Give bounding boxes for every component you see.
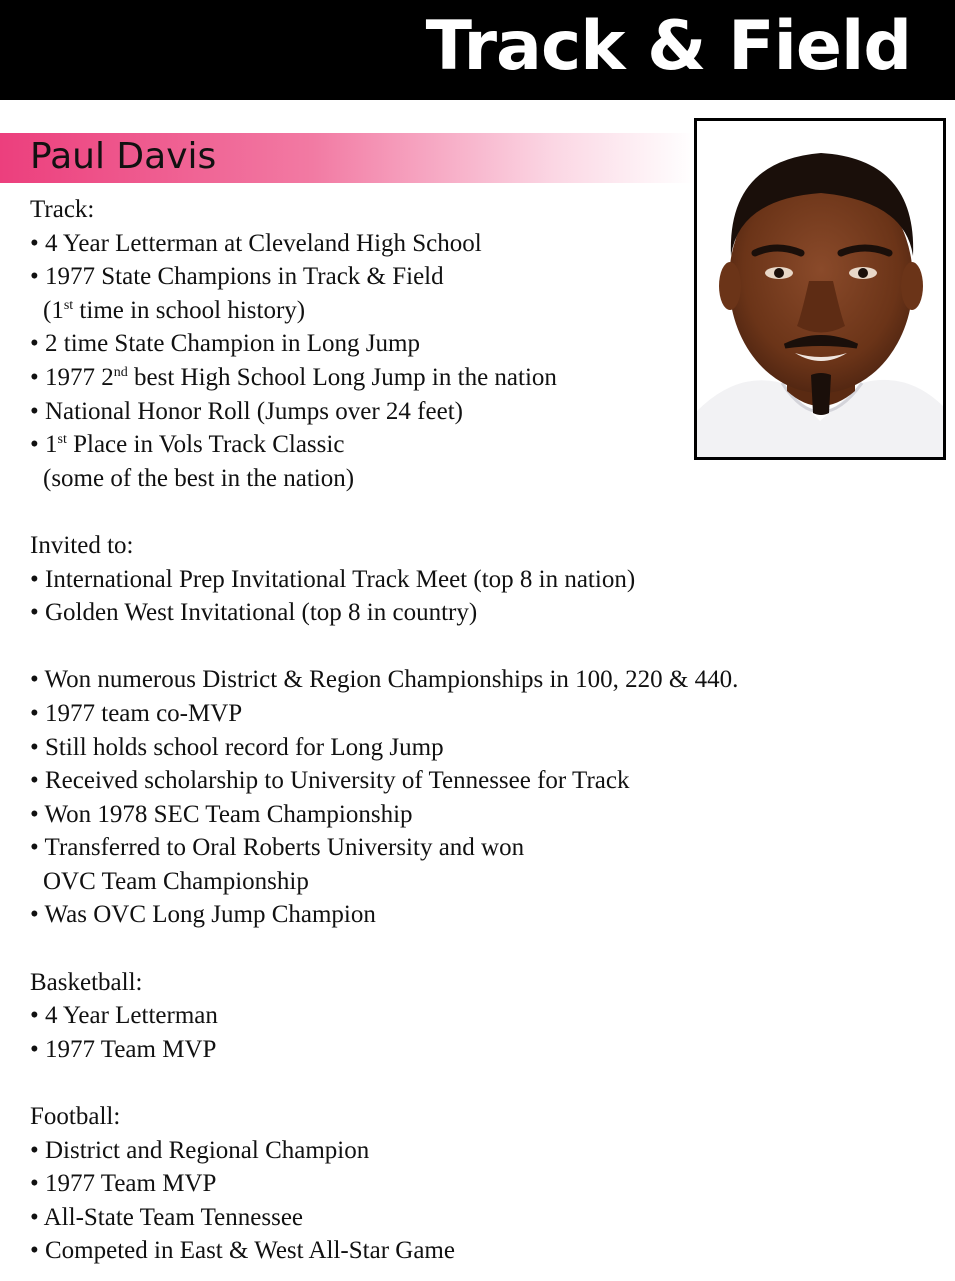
page-title: Track & Field xyxy=(425,7,911,86)
list-item-continued: (1st time in school history) xyxy=(43,296,306,324)
list-item: • 1977 State Champions in Track & Field xyxy=(30,263,444,291)
list-item: • Won numerous District & Region Championships in 100, 220 & 440. xyxy=(30,666,739,694)
section-spacer xyxy=(30,495,930,529)
section-spacer xyxy=(30,630,930,664)
track-heading: Track: xyxy=(30,196,95,223)
list-item: • Received scholarship to University of Tennessee for Track xyxy=(30,767,630,795)
list-item: • District and Regional Champion xyxy=(30,1136,370,1164)
list-item: • National Honor Roll (Jumps over 24 feet) xyxy=(30,397,463,425)
list-item: • 1977 Team MVP xyxy=(30,1170,217,1198)
list-item: • 4 Year Letterman xyxy=(30,1002,218,1030)
athlete-name: Paul Davis xyxy=(30,136,217,177)
section-spacer xyxy=(30,932,930,966)
list-item: • 1st Place in Vols Track Classic xyxy=(30,431,345,459)
list-item: • 1977 2nd best High School Long Jump in the nation xyxy=(30,363,557,391)
invited-heading: Invited to: xyxy=(30,531,134,559)
list-item: • 2 time State Champion in Long Jump xyxy=(30,330,420,358)
list-item: • Still holds school record for Long Jump xyxy=(30,733,444,761)
list-item: • International Prep Invitational Track Meet (top 8 in nation) xyxy=(30,565,636,593)
list-item: • 1977 team co-MVP xyxy=(30,699,243,727)
list-item: • Competed in East & West All-Star Game xyxy=(30,1237,455,1265)
list-item: • 1977 Team MVP xyxy=(30,1035,217,1063)
list-item-continued: (some of the best in the nation) xyxy=(43,464,355,492)
section-spacer xyxy=(30,1066,930,1100)
list-item: • Was OVC Long Jump Champion xyxy=(30,901,376,929)
list-item: • Golden West Invitational (top 8 in country) xyxy=(30,599,478,627)
list-item-continued: OVC Team Championship xyxy=(43,867,309,895)
list-item: • 4 Year Letterman at Cleveland High School xyxy=(30,229,482,257)
bio-content xyxy=(30,193,930,1268)
basketball-heading: Basketball: xyxy=(30,968,143,996)
page-header xyxy=(0,0,955,100)
list-item: • All-State Team Tennessee xyxy=(30,1203,304,1231)
name-banner xyxy=(0,133,694,183)
football-heading: Football: xyxy=(30,1103,121,1131)
list-item: • Won 1978 SEC Team Championship xyxy=(30,800,413,828)
list-item: • Transferred to Oral Roberts University and won xyxy=(30,834,525,862)
